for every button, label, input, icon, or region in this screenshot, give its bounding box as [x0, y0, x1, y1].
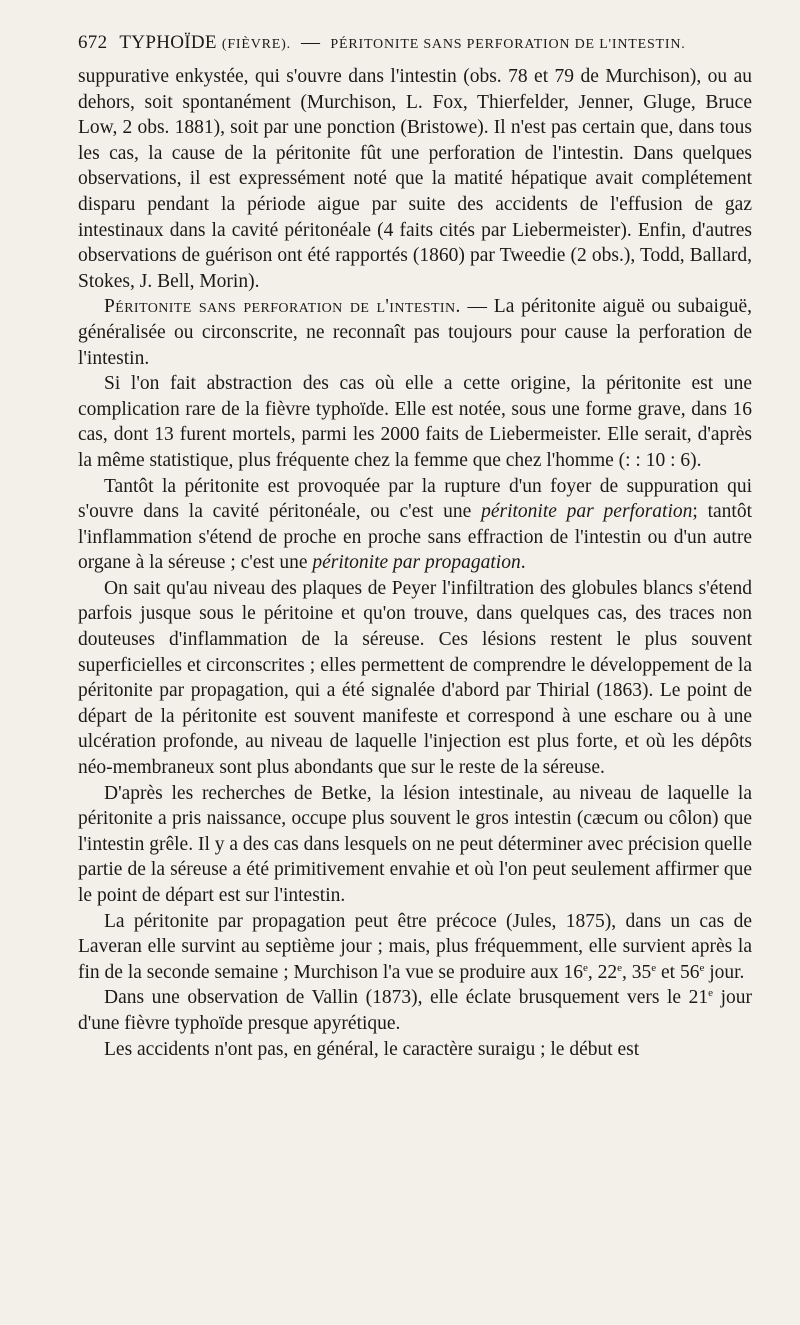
- paragraph-7-text-b: , 22: [587, 961, 618, 983]
- page-number: 672: [78, 32, 108, 53]
- paragraph-7-text-c: , 35: [621, 961, 652, 983]
- paragraph-9: Les accidents n'ont pas, en général, le caractère suraigu ; le début est: [104, 1038, 640, 1060]
- paragraph-8-text-a: Dans une observation de Vallin (1873), elle éclate brusquement vers le 21: [104, 987, 709, 1009]
- paragraph-7-text-d: et 56: [656, 961, 700, 983]
- paragraph-7: [78, 909, 752, 986]
- paragraph-4-text-c: .: [520, 552, 526, 574]
- paragraph-2: [78, 294, 752, 371]
- section-heading: Péritonite sans perforation de l'intestin.: [104, 296, 461, 318]
- paragraph-4-text-a: Tantôt la péritonite est provoquée par la rupture d'un foyer de suppuration qui s'ouvre dans la cavité péritonéale, ou c'est une: [78, 475, 752, 523]
- running-title: TYPHOÏDE: [119, 32, 217, 53]
- paragraph-7-text-a: La péritonite par propagation peut être précoce (Jules, 1875), dans un cas de Laveran elle survint au septième jour ; mais, plus fréquemment, elle survient après la fin de la seconde semaine ; Murchison l'a vue se produire aux 16: [78, 910, 752, 983]
- paragraph-6: D'après les recherches de Betke, la lésion intestinale, au niveau de laquelle la péritonite a pris naissance, occupe plus souvent le gros intestin (cæcum ou côlon) que l'intestin grêle. Il y a des cas dans lesquels on ne peut déterminer avec précision quelle partie de la séreuse a été primitivement envahie et où l'on peut seulement affirmer que le point de départ est sur l'intestin.: [78, 782, 752, 906]
- running-subtitle: (FIÈVRE).: [221, 37, 291, 52]
- ordinal-suffix: e: [651, 961, 657, 974]
- term-perforation: péritonite par perforation: [481, 501, 693, 523]
- paragraph-8: [78, 985, 752, 1036]
- paragraph-4: [78, 474, 752, 576]
- ordinal-suffix: e: [617, 961, 622, 974]
- paragraph-3: Si l'on fait abstraction des cas où elle a cette origine, la péritonite est une complication rare de la fièvre typhoïde. Elle est notée, sous une forme grave, dans 16 cas, dont 13 furent mortels, parmi les 2000 faits de Liebermeister. Elle serait, d'après la même statistique, plus fréquente chez la femme que chez l'homme (: : 10 : 6).: [78, 373, 752, 471]
- paragraph-1: suppurative enkystée, qui s'ouvre dans l'intestin (obs. 78 et 79 de Murchison), ou au dehors, soit spontanément (Murchison, L. Fox, Thierfelder, Jenner, Gluge, Bruce Low, 2 obs. 1881), soit par une ponction (Bristowe). Il n'est pas certain que, dans tous les cas, la cause de la péritonite fût une perforation de l'intestin. Dans quelques observations, il est expressément noté que la matité hépatique avait complétement disparu pendant la période aigue par suite des accidents de l'effusion de gaz intestinaux dans la cavité péritonéale (4 faits cités par Liebermeister). Enfin, d'autres observations de guérison ont été rapportés (1860) par Tweedie (2 obs.), Todd, Ballard, Stokes, J. Bell, Morin).: [78, 66, 752, 292]
- running-section: PÉRITONITE SANS PERFORATION DE L'INTESTIN.: [330, 37, 686, 52]
- paragraph-8-text-b: jour d'une fièvre typhoïde presque apyrétique.: [78, 987, 752, 1034]
- paragraph-2-text: La péritonite aiguë ou subaiguë, généralisée ou circonscrite, ne reconnaît pas toujours pour cause la perforation de l'intestin.: [78, 296, 752, 369]
- ordinal-suffix: e: [582, 961, 588, 974]
- running-head: [78, 32, 752, 54]
- ordinal-suffix: e: [699, 961, 705, 974]
- running-separator: —: [301, 32, 321, 53]
- paragraph-5: On sait qu'au niveau des plaques de Peyer l'infiltration des globules blancs s'étend parfois jusque sous le péritoine et qu'on trouve, dans quelques cas, des traces non douteuses d'inflammation de la séreuse. Ces lésions restent le plus souvent superficielles et circonscrites ; elles permettent de comprendre le développement de la péritonite par propagation, qui a été signalée d'abord par Thirial (1863). Le point de départ de la péritonite est souvent manifeste et correspond à une eschare ou à une ulcération profonde, au niveau de laquelle l'injection est plus forte, et où les dépôts néo-membraneux sont plus abondants que sur le reste de la séreuse.: [78, 577, 752, 779]
- paragraph-4-text-b: ; tantôt l'inflammation s'étend de proche en proche sans effraction de l'intestin ou d'un autre organe à la séreuse ; c'est une: [78, 501, 752, 574]
- ordinal-suffix: e: [708, 987, 714, 1000]
- section-dash: —: [460, 296, 494, 318]
- term-propagation: péritonite par propagation: [312, 552, 521, 574]
- body-text: [78, 64, 752, 1062]
- paragraph-7-text-e: jour.: [704, 961, 745, 983]
